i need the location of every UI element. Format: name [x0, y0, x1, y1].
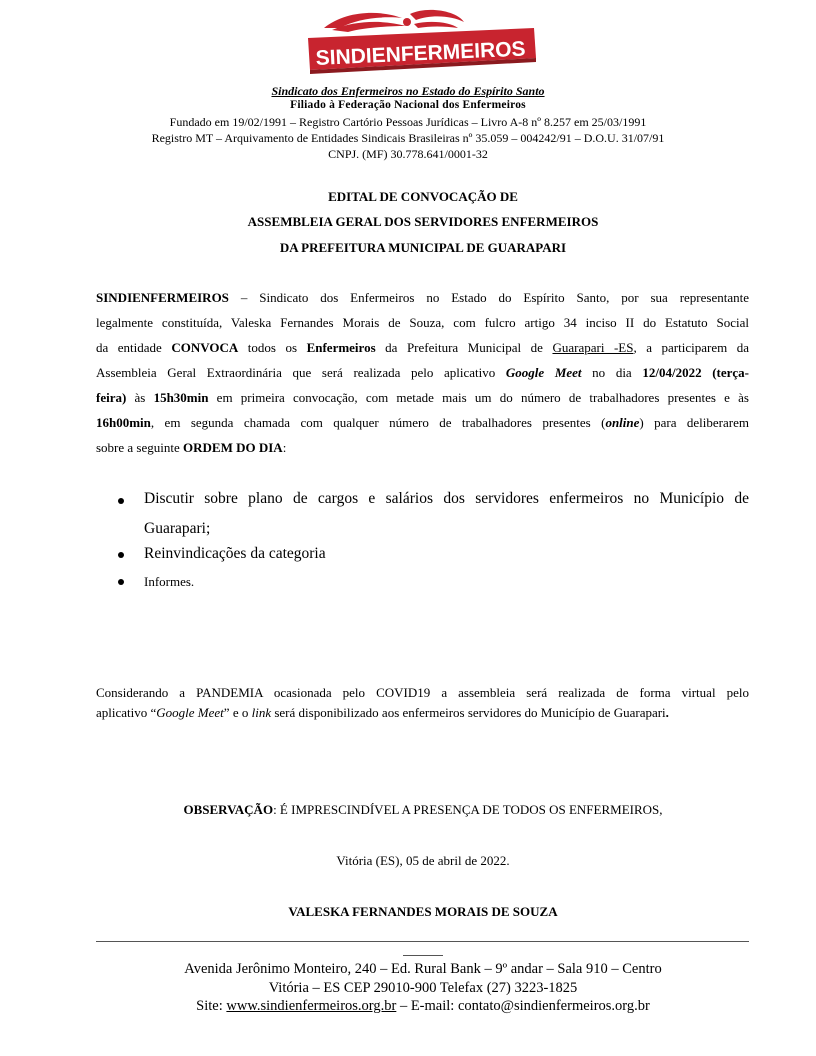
paragraph-line: legalmente constituída, Valeska Fernandes Morais de Souza, com fulcro artigo 34 inciso II do Estatuto Social [96, 315, 749, 330]
affiliation: Filiado à Federação Nacional dos Enfermeiros [290, 99, 526, 111]
paragraph-line: da entidade CONVOCA todos os Enfermeiros da Prefeitura Municipal de Guarapari -ES, a participarem da [96, 340, 750, 355]
org-acronym: SINDIENFERMEIROS [96, 290, 229, 305]
bullet-icon [118, 552, 124, 558]
footer-city: Vitória – ES CEP 29010-900 Telefax (27) 3223-1825 [268, 980, 578, 996]
site-link[interactable]: www.sindienfermeiros.org.br [226, 998, 397, 1014]
city-name: Guarapari -ES [552, 340, 634, 355]
bullet-icon [118, 498, 124, 504]
agenda-item-1: Discutir sobre plano de cargos e salários dos servidores enfermeiros no Município de [144, 490, 749, 507]
paragraph-line: sobre a seguinte ORDEM DO DIA: [96, 440, 287, 455]
footer-divider-short [403, 955, 443, 956]
agenda-item-3: Informes. [144, 574, 195, 589]
founded-info: Fundado em 19/02/1991 – Registro Cartório Pessoas Jurídicas – Livro A-8 nº 8.257 em 25/03/1991 [169, 115, 647, 129]
agenda-heading: ORDEM DO DIA [183, 440, 283, 455]
logo-text: SINDIENFERMEIROS [315, 37, 527, 70]
convoca-keyword: CONVOCA [171, 340, 239, 355]
sindienfermeiros-logo [306, 8, 538, 78]
paragraph-line: 16h00min, em segunda chamada com qualquer número de trabalhadores presentes (online) para deliberarem [96, 415, 749, 430]
title-line-2: ASSEMBLEIA GERAL DOS SERVIDORES ENFERMEIROS [247, 214, 599, 229]
paragraph-line: SINDIENFERMEIROS – Sindicato dos Enfermeiros no Estado do Espírito Santo, por sua representante [96, 290, 749, 305]
paragraph-line: Assembleia Geral Extraordinária que será realizada pelo aplicativo Google Meet no dia 12/04/2022 (terça- [96, 365, 749, 380]
signatory-name: VALESKA FERNANDES MORAIS DE SOUZA [288, 904, 558, 919]
meeting-date: 12/04/2022 (terça- [642, 365, 749, 380]
date-line: Vitória (ES), 05 de abril de 2022. [336, 853, 510, 868]
cnpj-info: CNPJ. (MF) 30.778.641/0001-32 [328, 147, 488, 161]
title-line-1: EDITAL DE CONVOCAÇÃO DE [328, 189, 518, 204]
org-name: Sindicato dos Enfermeiros no Estado do Espírito Santo [271, 84, 545, 98]
footer-divider [96, 941, 749, 942]
registry-info: Registro MT – Arquivamento de Entidades Sindicais Brasileiras nº 35.059 – 004242/91 – D.O.U. 31/07/91 [151, 131, 665, 145]
paragraph-line: feira) às 15h30min em primeira convocação, com metade mais um do número de trabalhadores presentes e às [96, 390, 749, 405]
paragraph-line: aplicativo “Google Meet” e o link será disponibilizado aos enfermeiros servidores do Município de Guarapari. [96, 705, 669, 720]
agenda-item-2: Reinvindicações da categoria [144, 545, 326, 562]
email-text: – E-mail: contato@sindienfermeiros.org.br [396, 998, 650, 1014]
observation-label: OBSERVAÇÃO [183, 802, 274, 817]
footer-contact: Site: www.sindienfermeiros.org.br – E-mail: contato@sindienfermeiros.org.br [196, 998, 650, 1014]
agenda-item-1-cont: Guarapari; [144, 520, 211, 537]
footer-address: Avenida Jerônimo Monteiro, 240 – Ed. Rural Bank – 9º andar – Sala 910 – Centro [184, 961, 662, 977]
title-line-3: DA PREFEITURA MUNICIPAL DE GUARAPARI [279, 240, 567, 255]
observation-note: OBSERVAÇÃO: É IMPRESCINDÍVEL A PRESENÇA DE TODOS OS ENFERMEIROS, [183, 802, 663, 817]
app-name: Google Meet [505, 365, 582, 380]
bullet-icon [118, 579, 124, 585]
paragraph-line: Considerando a PANDEMIA ocasionada pelo COVID19 a assembleia será realizada de forma virtual pelo [96, 685, 749, 700]
first-call-time: 15h30min [153, 390, 209, 405]
second-call-time: 16h00min [96, 415, 151, 430]
